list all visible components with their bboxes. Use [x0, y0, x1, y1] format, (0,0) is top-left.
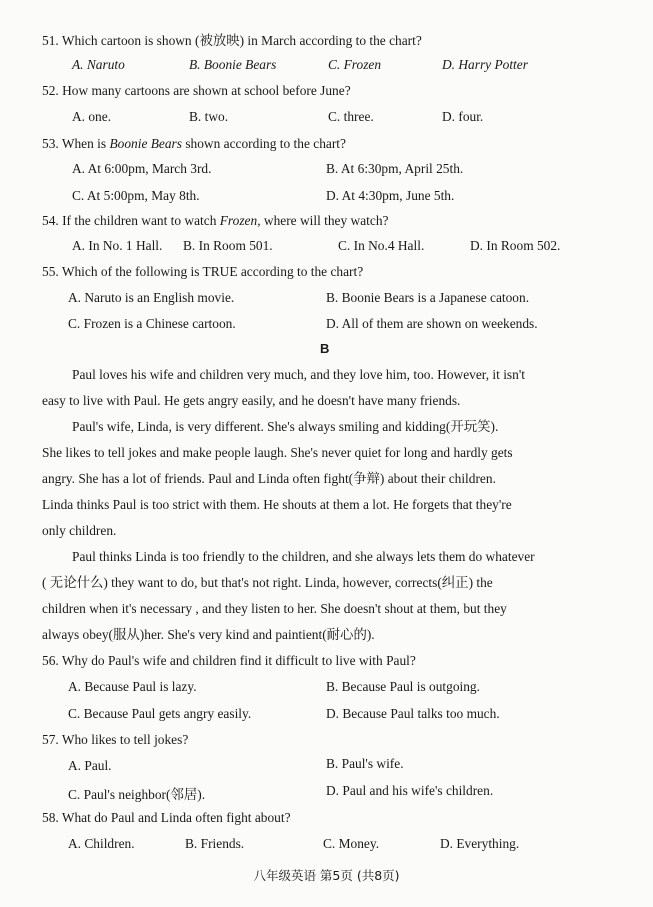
question-55-option-b[interactable]: B. Boonie Bears is a Japanese catoon. — [326, 290, 530, 305]
question-51-option-a[interactable] — [72, 57, 125, 73]
stem-title: Frozen — [219, 213, 258, 228]
question-54-stem — [42, 213, 388, 229]
question-53-option-a[interactable]: A. At 6:00pm, March 3rd. — [72, 161, 212, 176]
question-55-option-a[interactable]: A. Naruto is an English movie. — [68, 290, 235, 305]
question-52-option-d[interactable]: D. four. — [442, 109, 484, 124]
question-56-option-c[interactable]: C. Because Paul gets angry easily. — [68, 706, 252, 721]
question-53-stem — [42, 136, 346, 152]
passage-line: always obey(服从)her. She's very kind and paintient(耐心的). — [42, 627, 375, 642]
passage-line: Paul loves his wife and children very much, and they love him, too. However, it isn't — [72, 367, 525, 382]
question-54-option-c[interactable]: C. In No.4 Hall. — [338, 238, 425, 253]
passage-line: She likes to tell jokes and make people laugh. She's never quiet for long and hardly gets — [42, 445, 513, 460]
question-56-stem: 56. Why do Paul's wife and children find it difficult to live with Paul? — [42, 653, 416, 668]
passage-line: angry. She has a lot of friends. Paul and Linda often fight(争辩) about their children. — [42, 471, 496, 486]
passage-line: easy to live with Paul. He gets angry easily, and he doesn't have many friends. — [42, 393, 461, 408]
question-52-option-a[interactable]: A. one. — [72, 109, 112, 124]
stem-text: , where will they watch? — [257, 213, 389, 228]
question-51-option-d[interactable] — [442, 57, 528, 73]
question-57-stem: 57. Who likes to tell jokes? — [42, 732, 189, 747]
question-53-option-d[interactable]: D. At 4:30pm, June 5th. — [326, 188, 455, 203]
option-label: D. Harry Potter — [442, 57, 528, 72]
passage-line: Linda thinks Paul is too strict with them. He shouts at them a lot. He forgets that they're — [42, 497, 512, 512]
question-55-option-d[interactable]: D. All of them are shown on weekends. — [326, 316, 538, 331]
question-58-option-b[interactable]: B. Friends. — [185, 836, 245, 851]
option-label: B. Boonie Bears — [189, 57, 277, 72]
passage-line: Paul's wife, Linda, is very different. She's always smiling and kidding(开玩笑). — [72, 419, 499, 434]
question-57-option-a[interactable]: A. Paul. — [68, 758, 112, 773]
question-58-option-c[interactable]: C. Money. — [323, 836, 380, 851]
option-label: C. Frozen — [328, 57, 382, 72]
question-56-option-d[interactable]: D. Because Paul talks too much. — [326, 706, 500, 721]
question-51-option-b[interactable] — [189, 57, 276, 73]
reading-passage — [42, 362, 608, 648]
passage-line: ( 无论什么) they want to do, but that's not right. Linda, however, corrects(纠正) the — [42, 575, 493, 590]
question-53-option-c[interactable]: C. At 5:00pm, May 8th. — [72, 188, 200, 203]
question-54-option-b[interactable]: B. In Room 501. — [183, 238, 273, 253]
question-53-option-b[interactable]: B. At 6:30pm, April 25th. — [326, 161, 464, 176]
question-55-option-c[interactable]: C. Frozen is a Chinese cartoon. — [68, 316, 236, 331]
question-58-option-a[interactable]: A. Children. — [68, 836, 135, 851]
question-52-stem: 52. How many cartoons are shown at school before June? — [42, 83, 351, 98]
question-57-option-b[interactable]: B. Paul's wife. — [326, 756, 404, 771]
question-57-option-d[interactable]: D. Paul and his wife's children. — [326, 783, 494, 798]
passage-line: children when it's necessary , and they listen to her. She doesn't shout at them, but they — [42, 601, 507, 616]
passage-line: Paul thinks Linda is too friendly to the children, and she always lets them do whatever — [72, 549, 535, 564]
question-51-stem: 51. Which cartoon is shown (被放映) in March according to the chart? — [42, 33, 422, 48]
section-b-heading: B — [320, 341, 330, 356]
question-58-option-d[interactable]: D. Everything. — [440, 836, 520, 851]
question-57-option-c[interactable]: C. Paul's neighbor(邻居). — [68, 787, 206, 802]
stem-text: 53. When is — [42, 136, 110, 151]
stem-text: shown according to the chart? — [181, 136, 346, 151]
question-52-option-b[interactable]: B. two. — [189, 109, 229, 124]
question-52-option-c[interactable]: C. three. — [328, 109, 374, 124]
question-56-option-a[interactable]: A. Because Paul is lazy. — [68, 679, 197, 694]
passage-line: only children. — [42, 523, 117, 538]
question-56-option-b[interactable]: B. Because Paul is outgoing. — [326, 679, 480, 694]
question-54-option-d[interactable]: D. In Room 502. — [470, 238, 561, 253]
question-51-option-c[interactable] — [328, 57, 381, 73]
option-label: A. Naruto — [72, 57, 125, 72]
stem-text: 54. If the children want to watch — [42, 213, 220, 228]
question-54-option-a[interactable]: A. In No. 1 Hall. — [72, 238, 163, 253]
question-55-stem: 55. Which of the following is TRUE according to the chart? — [42, 264, 364, 279]
page-footer: 八年级英语 第5页 (共8页) — [253, 868, 400, 883]
stem-title: Boonie Bears — [109, 136, 182, 151]
question-58-stem: 58. What do Paul and Linda often fight about? — [42, 810, 291, 825]
